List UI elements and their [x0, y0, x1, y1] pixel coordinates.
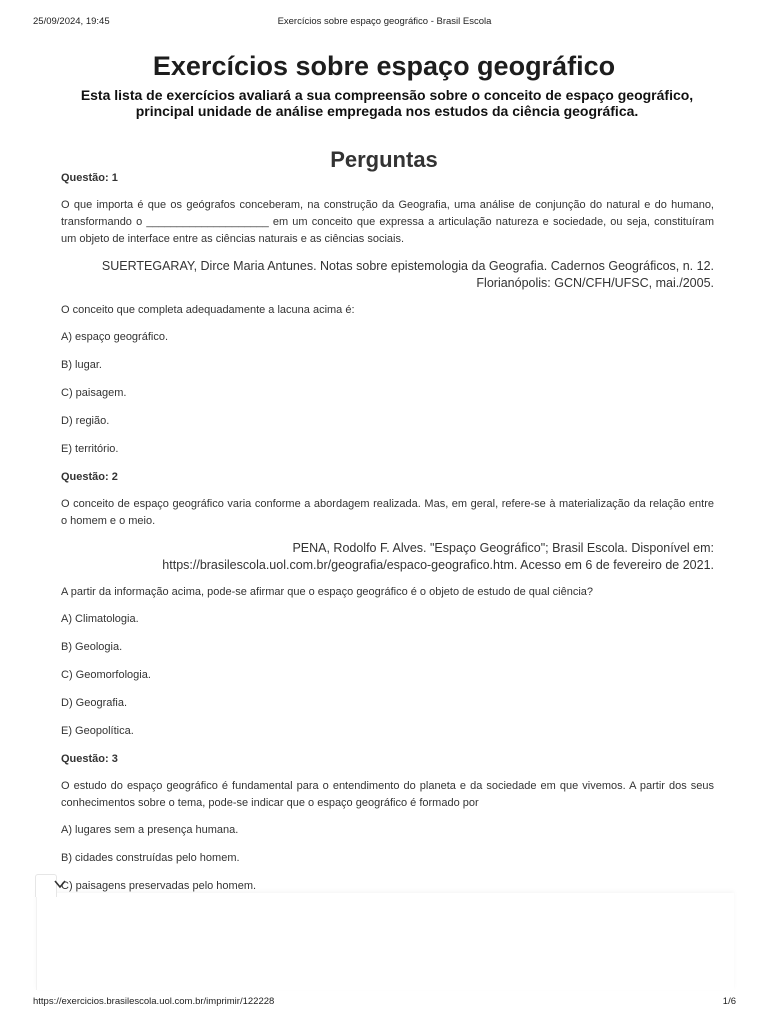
- question-citation: [61, 258, 714, 292]
- subtitle-line-1: Esta lista de exercícios avaliará a sua compreensão sobre o conceito de espaço geográfico,: [80, 87, 694, 103]
- subtitle-line-2: principal unidade de análise empregada nos estudos da ciência geográfica.: [135, 103, 639, 119]
- question-text: O conceito de espaço geográfico varia conforme a abordagem realizada. Mas, em geral, refere-se à materialização da relação entre o homem e o meio.: [61, 498, 714, 527]
- answer-option[interactable]: C) paisagem.: [61, 387, 127, 399]
- question-3: [61, 751, 714, 895]
- section-title: Perguntas: [330, 147, 438, 172]
- question-1: [61, 170, 714, 458]
- print-url: https://exercicios.brasilescola.uol.com.br/imprimir/122228: [33, 996, 275, 1007]
- page-title: Exercícios sobre espaço geográfico: [152, 51, 616, 81]
- question-citation: [61, 540, 714, 574]
- answer-option[interactable]: A) Climatologia.: [61, 613, 139, 625]
- question-text: O estudo do espaço geográfico é fundamental para o entendimento do planeta e da sociedade em que vivemos. A partir dos seus conhecimentos sobre o tema, pode-se indicar que o espaço geográfico é formado por: [61, 780, 714, 809]
- question-2: [61, 469, 714, 740]
- citation-line: PENA, Rodolfo F. Alves. "Espaço Geográfico"; Brasil Escola. Disponível em:: [292, 541, 714, 555]
- citation-line: Florianópolis: GCN/CFH/UFSC, mai./2005.: [476, 276, 714, 290]
- question-label: Questão: 1: [61, 172, 118, 184]
- bottom-overlay-panel: [36, 893, 734, 990]
- questions-list: [61, 170, 714, 906]
- citation-line: SUERTEGARAY, Dirce Maria Antunes. Notas sobre epistemologia da Geografia. Cadernos Geográficos, n. 12.: [101, 259, 714, 273]
- answer-option[interactable]: C) paisagens preservadas pelo homem.: [61, 880, 257, 892]
- page-subtitle: [40, 87, 734, 119]
- question-label: Questão: 3: [61, 753, 118, 765]
- question-label: Questão: 2: [61, 471, 118, 483]
- print-doc-title: Exercícios sobre espaço geográfico - Brasil Escola: [277, 16, 492, 27]
- answer-option[interactable]: B) Geologia.: [61, 641, 123, 653]
- answer-option[interactable]: C) Geomorfologia.: [61, 669, 151, 681]
- page-number: 1/6: [722, 996, 736, 1007]
- answer-option[interactable]: A) lugares sem a presença humana.: [61, 824, 239, 836]
- answer-option[interactable]: B) lugar.: [61, 359, 102, 371]
- print-footer: [33, 996, 736, 1010]
- citation-line: https://brasilescola.uol.com.br/geografia/espaco-geografico.htm. Acesso em 6 de fevereiro de 2021.: [162, 558, 714, 572]
- question-text: O que importa é que os geógrafos conceberam, na construção da Geografia, uma análise de conjunção do natural e do humano, transformando o ____________________ em um conceito que expressa a articulação natureza e sociedade, ou seja, constituíram um objeto de interface entre as ciências naturais e as ciências sociais.: [61, 199, 714, 245]
- answer-option[interactable]: B) cidades construídas pelo homem.: [61, 852, 240, 864]
- answer-option[interactable]: D) Geografia.: [61, 697, 128, 709]
- question-prompt: A partir da informação acima, pode-se afirmar que o espaço geográfico é o objeto de estudo de qual ciência?: [61, 586, 593, 598]
- chevron-down-icon[interactable]: [54, 879, 66, 889]
- print-datetime: 25/09/2024, 19:45: [33, 16, 110, 27]
- answer-option[interactable]: A) espaço geográfico.: [61, 331, 169, 343]
- answer-option[interactable]: D) região.: [61, 415, 110, 427]
- answer-option[interactable]: E) território.: [61, 443, 119, 455]
- question-prompt: O conceito que completa adequadamente a lacuna acima é:: [61, 304, 355, 316]
- answer-option[interactable]: E) Geopolítica.: [61, 725, 134, 737]
- print-header: [33, 16, 736, 30]
